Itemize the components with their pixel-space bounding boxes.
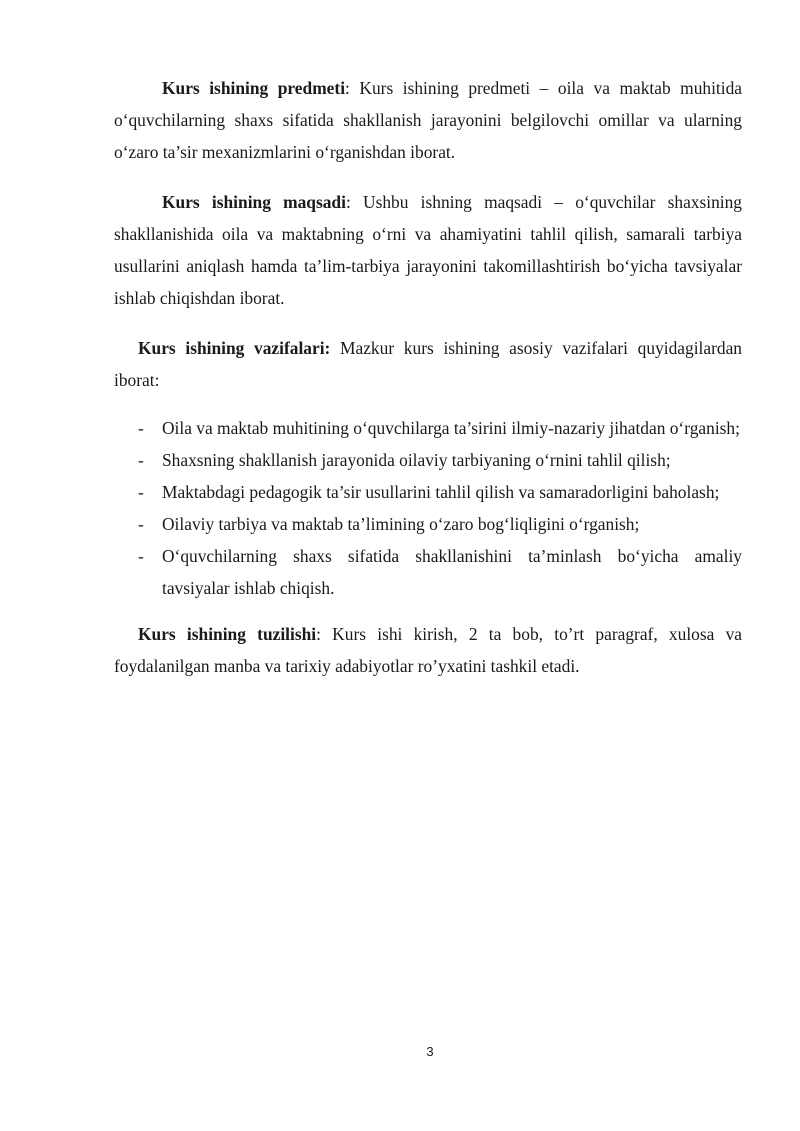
list-dash: -	[138, 482, 144, 502]
paragraph-maqsadi	[114, 186, 742, 314]
text-vazifalari: Mazkur kurs ishining asosiy vazifalari quyidagilardan iborat:	[114, 338, 742, 390]
heading-maqsadi: Kurs ishining maqsadi	[162, 192, 346, 212]
list-item-text: O‘quvchilarning shaxs sifatida shakllanishini ta’minlash bo‘yicha amaliy tavsiyalar ishlab chiqish.	[162, 546, 742, 598]
list-item	[114, 412, 742, 444]
paragraph-tuzilishi	[114, 618, 742, 682]
paragraph-vazifalari	[114, 332, 742, 396]
heading-vazifalari: Kurs ishining vazifalari:	[138, 338, 331, 358]
list-dash: -	[138, 450, 144, 470]
list-item-text: Oilaviy tarbiya va maktab ta’limining o‘zaro bog‘liqligini o‘rganish;	[162, 514, 640, 534]
text-maqsadi: : Ushbu ishning maqsadi – o‘quvchilar shaxsining shakllanishida oila va maktabning o‘rni va ahamiyatini tahlil qilish, samarali tarbiya usullarini aniqlash hamda ta’lim-tarbiya jarayonini takomillashtirish bo‘yicha tavsiyalar ishlab chiqishdan iborat.	[114, 192, 742, 308]
paragraph-predmeti	[114, 72, 742, 168]
list-item-text: Maktabdagi pedagogik ta’sir usullarini tahlil qilish va samaradorligini baholash;	[162, 482, 720, 502]
tasks-list	[114, 412, 742, 604]
text-tuzilishi: : Kurs ishi kirish, 2 ta bob, to’rt paragraf, xulosa va foydalanilgan manba va tarixiy adabiyotlar ro’yxatini tashkil etadi.	[114, 624, 742, 676]
document-page	[114, 72, 742, 682]
list-item	[114, 508, 742, 540]
heading-predmeti: Kurs ishining predmeti	[162, 78, 346, 98]
list-item	[114, 444, 742, 476]
list-item	[114, 540, 742, 604]
list-item-text: Oila va maktab muhitining o‘quvchilarga ta’sirini ilmiy-nazariy jihatdan o‘rganish;	[162, 418, 740, 438]
list-dash: -	[138, 418, 144, 438]
text-predmeti: : Kurs ishining predmeti – oila va maktab muhitida o‘quvchilarning shaxs sifatida shakllanish jarayonini belgilovchi omillar va ularning o‘zaro ta’sir mexanizmlarini o‘rganishdan iborat.	[114, 78, 742, 162]
list-dash: -	[138, 514, 144, 534]
list-item	[114, 476, 742, 508]
list-item-text: Shaxsning shakllanish jarayonida oilaviy tarbiyaning o‘rnini tahlil qilish;	[162, 450, 671, 470]
list-dash: -	[138, 546, 144, 566]
heading-tuzilishi: Kurs ishining tuzilishi	[138, 624, 317, 644]
page-number: 3	[426, 1044, 434, 1059]
